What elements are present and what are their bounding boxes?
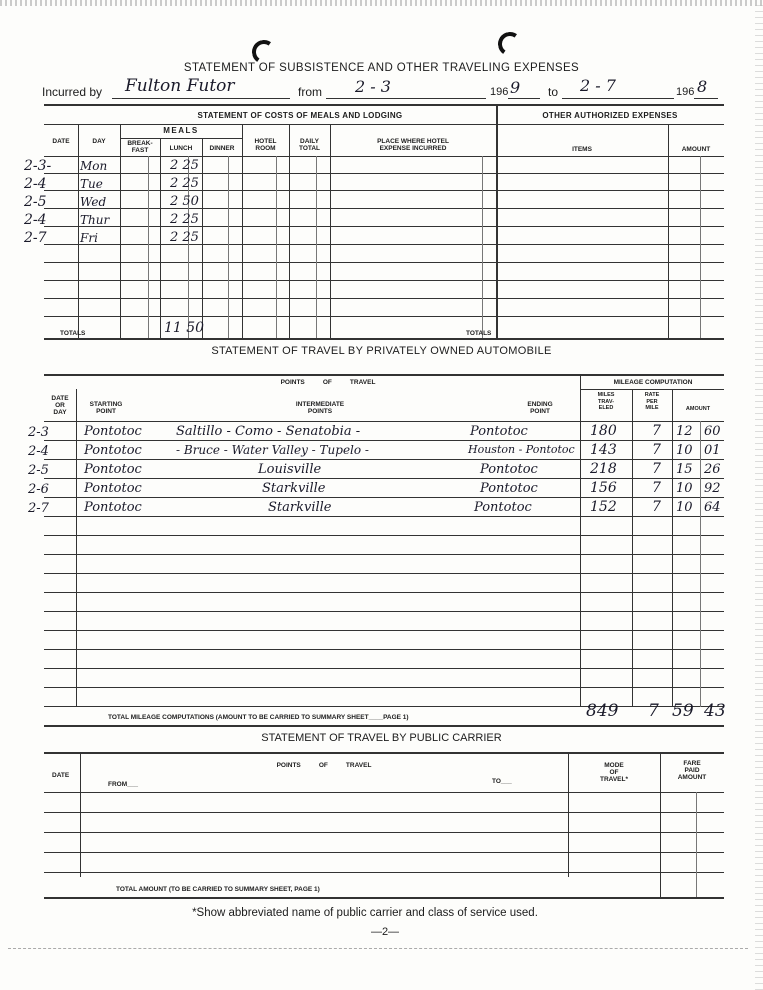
other-expenses-title: OTHER AUTHORIZED EXPENSES: [542, 111, 678, 120]
auto-row-date: 2-5: [28, 463, 49, 478]
auto-row-amount-cents: 01: [704, 443, 721, 458]
meals-row-date: 2-3-: [24, 158, 52, 174]
auto-header-rate: RATE PER MILE: [644, 392, 660, 411]
scan-edge-right: [755, 0, 763, 990]
auto-row-start: Pontotoc: [84, 481, 142, 496]
from-label: from: [298, 85, 322, 99]
carrier-header-date: DATE: [52, 772, 70, 779]
meals-header-items: ITEMS: [572, 146, 592, 153]
meals-row-lunch: 2 25: [170, 158, 199, 173]
auto-row-intermediate: Louisville: [258, 462, 322, 477]
auto-row-end: Pontotoc: [480, 462, 538, 477]
to-year-prefix: 196: [676, 86, 695, 98]
auto-total-miles: 849: [586, 701, 619, 721]
auto-row-miles: 180: [590, 423, 617, 439]
meals-header-daily: DAILY TOTAL: [298, 138, 321, 152]
auto-row-amount-cents: 64: [704, 500, 721, 515]
meals-header-breakfast: BREAK- FAST: [127, 140, 153, 154]
auto-row-start: Pontotoc: [84, 462, 142, 477]
scan-edge: [0, 0, 763, 6]
auto-row-end: Pontotoc: [480, 481, 538, 496]
form-title: STATEMENT OF SUBSISTENCE AND OTHER TRAVELING EXPENSES: [183, 62, 580, 74]
meals-header-dinner: DINNER: [209, 145, 235, 152]
from-year-suffix: 9: [510, 78, 521, 97]
auto-row-amount-dollars: 12: [676, 424, 693, 439]
carrier-header-points: POINTS OF TRAVEL: [276, 762, 372, 769]
auto-row-miles: 143: [590, 442, 617, 458]
auto-total-label: TOTAL MILEAGE COMPUTATIONS (AMOUNT TO BE CARRIED TO SUMMARY SHEET____PAGE 1): [108, 714, 409, 721]
meals-header-date: DATE: [52, 138, 70, 145]
meals-row-day: Tue: [80, 177, 103, 191]
auto-row-miles: 218: [590, 461, 617, 477]
meals-row-day: Fri: [80, 231, 98, 245]
auto-header-mileage: MILEAGE COMPUTATION: [613, 379, 693, 386]
meals-header-place: PLACE WHERE HOTEL EXPENSE INCURRED: [377, 138, 449, 152]
incurred-by-value: Fulton Futor: [125, 76, 235, 96]
auto-row-intermediate: Starkville: [268, 500, 332, 515]
meals-totals-label: TOTALS: [60, 330, 86, 337]
auto-row-rate: 7: [652, 423, 661, 439]
auto-header-points: POINTS OF TRAVEL: [280, 379, 376, 386]
other-totals-label: TOTALS: [466, 330, 492, 337]
auto-row-intermediate: Starkville: [262, 481, 326, 496]
meals-header-hotel: HOTEL ROOM: [254, 138, 277, 152]
incurred-by-underline: [112, 98, 290, 99]
meals-row-lunch: 2 25: [170, 212, 199, 227]
meals-row-date: 2-7: [24, 230, 47, 246]
meals-row-date: 2-5: [24, 194, 47, 210]
to-year-underline: [694, 98, 718, 99]
auto-row-rate: 7: [652, 499, 661, 515]
auto-header-miles: MILES TRAV- ELED: [597, 392, 615, 411]
auto-total-amount-cents: 43: [704, 701, 726, 721]
auto-row-date: 2-7: [28, 501, 49, 516]
meals-row-lunch: 2 25: [170, 176, 199, 191]
from-date-value: 2 - 3: [355, 77, 391, 96]
auto-header-date: DATE OR DAY: [51, 395, 69, 416]
auto-header-end: ENDING POINT: [527, 401, 553, 415]
footnote: *Show abbreviated name of public carrier and class of service used.: [192, 907, 538, 919]
meals-header-lunch: LUNCH: [169, 145, 193, 152]
meals-row-date: 2-4: [24, 176, 47, 192]
auto-row-rate: 7: [652, 461, 661, 477]
meals-row-day: Thur: [80, 213, 110, 227]
auto-row-date: 2-6: [28, 482, 49, 497]
carrier-total-label: TOTAL AMOUNT (TO BE CARRIED TO SUMMARY SHEET, PAGE 1): [116, 886, 320, 893]
to-label: to: [548, 85, 559, 99]
incurred-by-label: Incurred by: [42, 85, 103, 99]
auto-row-start: Pontotoc: [84, 500, 142, 515]
auto-row-amount-cents: 92: [704, 481, 721, 496]
auto-row-amount-cents: 26: [704, 462, 721, 477]
auto-row-rate: 7: [652, 480, 661, 496]
auto-total-rate: 7: [648, 701, 659, 721]
auto-row-amount-cents: 60: [704, 424, 721, 439]
auto-row-intermediate: - Bruce - Water Valley - Tupelo -: [176, 443, 369, 457]
to-year-suffix: 8: [697, 77, 708, 96]
meals-row-lunch: 2 50: [170, 194, 199, 209]
meals-totals-lunch: 11 50: [164, 320, 205, 336]
auto-row-amount-dollars: 10: [676, 481, 693, 496]
from-year-underline: [508, 98, 540, 99]
meals-header-amount: AMOUNT: [681, 146, 711, 153]
meals-row-day: Mon: [80, 159, 108, 173]
auto-row-rate: 7: [652, 442, 661, 458]
auto-row-amount-dollars: 10: [676, 500, 693, 515]
meals-row-day: Wed: [80, 195, 107, 209]
from-underline: [326, 98, 486, 99]
carrier-header-mode: MODE OF TRAVEL*: [599, 762, 629, 783]
auto-row-start: Pontotoc: [84, 424, 142, 439]
auto-total-amount-dollars: 59: [672, 701, 694, 721]
carrier-header-to: TO___: [492, 778, 512, 785]
from-year-prefix: 196: [490, 86, 509, 98]
meals-row-lunch: 2 25: [170, 230, 199, 245]
carrier-header-from: FROM___: [108, 781, 138, 788]
auto-row-date: 2-4: [28, 444, 49, 459]
auto-header-intermediate: INTERMEDIATE POINTS: [295, 401, 345, 415]
binder-mark-right: [496, 30, 524, 58]
meals-row-date: 2-4: [24, 212, 47, 228]
auto-row-end: Pontotoc: [470, 424, 528, 439]
auto-row-miles: 156: [590, 480, 617, 496]
auto-row-end: Pontotoc: [474, 500, 532, 515]
to-underline: [562, 98, 674, 99]
carrier-section-title: STATEMENT OF TRAVEL BY PUBLIC CARRIER: [261, 732, 502, 744]
auto-row-date: 2-3: [28, 425, 49, 440]
auto-header-start: STARTING POINT: [89, 401, 123, 415]
to-date-value: 2 - 7: [580, 76, 616, 95]
auto-section-title: STATEMENT OF TRAVEL BY PRIVATELY OWNED AUTOMOBILE: [211, 345, 552, 357]
auto-header-amount: AMOUNT: [685, 406, 711, 412]
meals-section-title: STATEMENT OF COSTS OF MEALS AND LODGING: [197, 111, 403, 120]
auto-row-miles: 152: [590, 499, 617, 515]
carrier-header-fare: FARE PAID AMOUNT: [677, 760, 707, 781]
meals-header-meals: MEALS: [163, 126, 199, 135]
meals-header-day: DAY: [92, 138, 106, 145]
auto-row-amount-dollars: 10: [676, 443, 693, 458]
auto-row-intermediate: Saltillo - Como - Senatobia -: [176, 424, 361, 439]
bottom-dashed-rule: [8, 948, 748, 949]
page-number: —2—: [370, 926, 400, 938]
auto-row-end: Houston - Pontotoc: [468, 443, 575, 456]
auto-row-amount-dollars: 15: [676, 462, 693, 477]
auto-row-start: Pontotoc: [84, 443, 142, 458]
